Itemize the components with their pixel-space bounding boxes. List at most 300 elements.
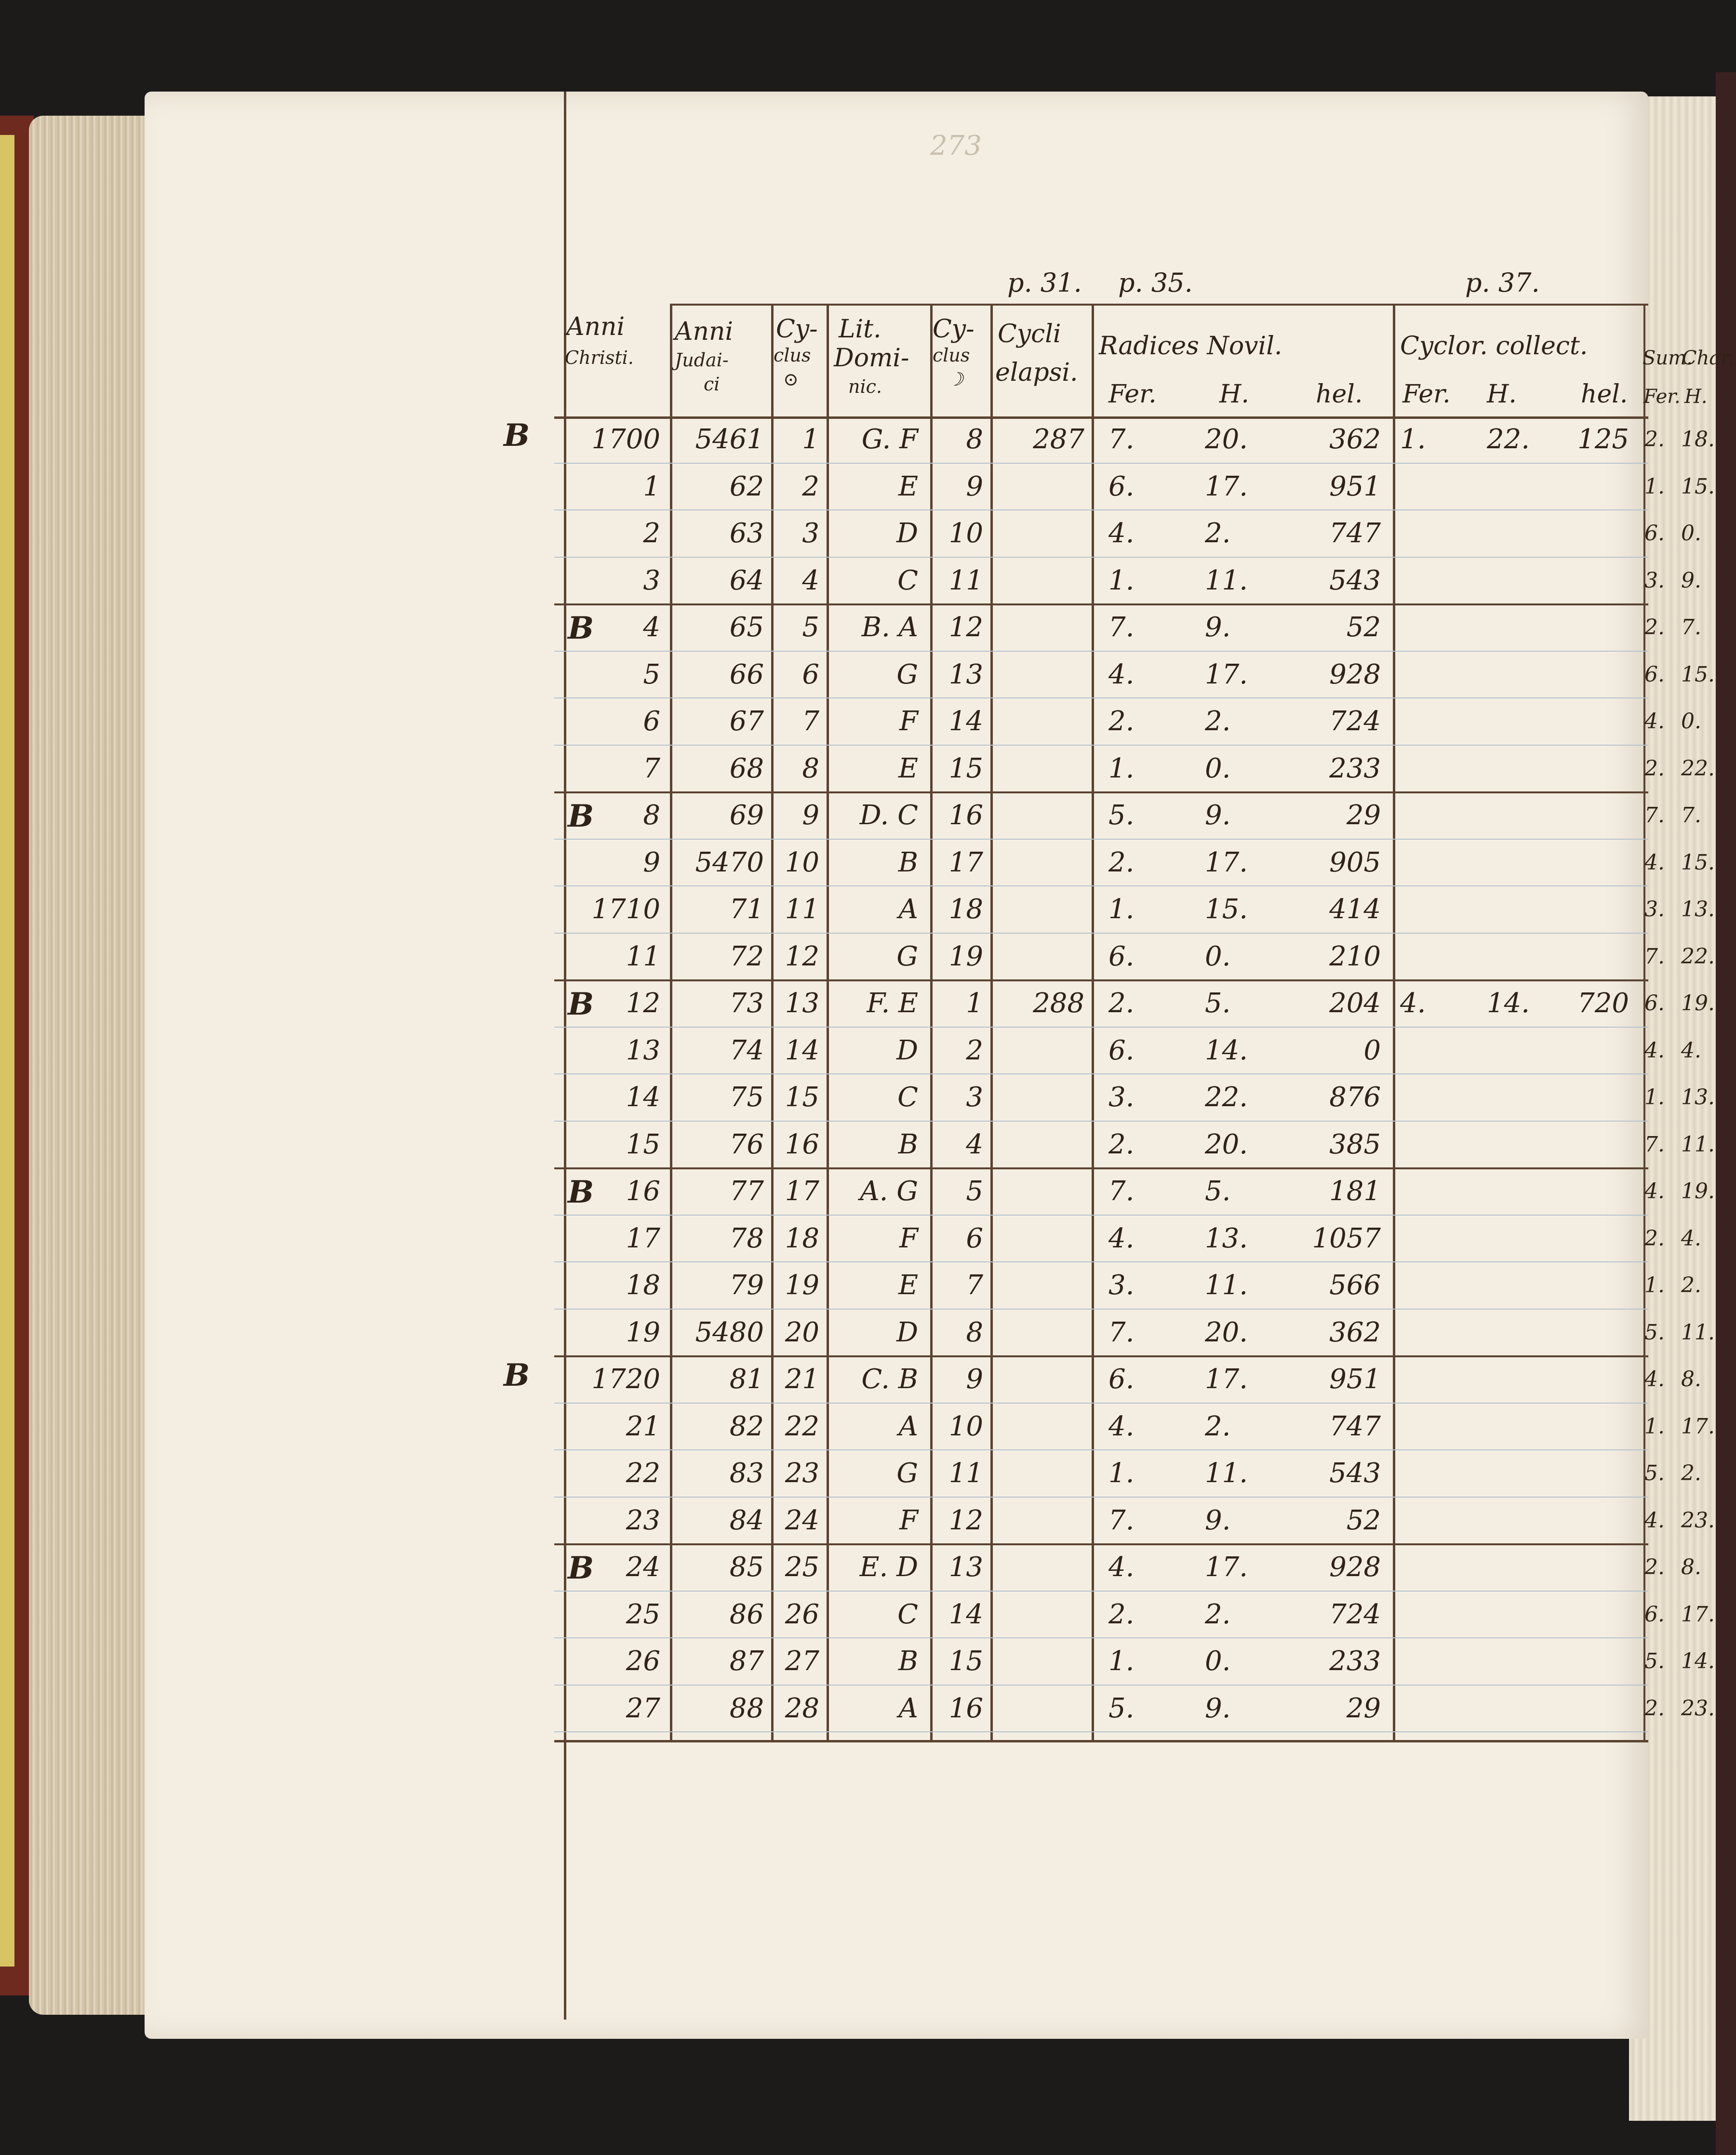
cell-anni-judaici: 78 xyxy=(729,1222,764,1254)
cell-radices-h: 20. xyxy=(1205,1316,1248,1348)
cell-cyclor-h: 14. xyxy=(1487,988,1530,1019)
cell-anni-judaici: 75 xyxy=(729,1082,764,1113)
cell-partial-fer: 5. xyxy=(1644,1461,1665,1486)
cell-cyclus-lunae: 9 xyxy=(966,1364,983,1395)
cell-radices-hel: 951 xyxy=(1329,470,1381,502)
cell-radices-fer: 2. xyxy=(1108,1598,1135,1630)
cell-radices-h: 9. xyxy=(1205,612,1231,643)
cell-anni-judaici: 86 xyxy=(729,1598,764,1630)
cell-radices-hel: 385 xyxy=(1329,1128,1381,1160)
group-rule xyxy=(554,791,1648,793)
cell-anni-christi: 9 xyxy=(643,846,660,878)
cell-anni-judaici: 68 xyxy=(729,752,764,784)
cell-lit-dominic: D xyxy=(896,1034,918,1066)
ruled-line xyxy=(554,745,1648,746)
cell-radices-fer: 6. xyxy=(1108,1034,1135,1066)
cell-lit-dominic: C xyxy=(897,1082,918,1113)
cell-partial-h: 7. xyxy=(1681,615,1701,640)
cell-anni-judaici: 77 xyxy=(729,1176,764,1207)
cell-cyclus-lunae: 12 xyxy=(948,1504,983,1536)
cell-radices-h: 0. xyxy=(1205,940,1231,972)
cell-radices-h: 20. xyxy=(1205,1128,1248,1160)
cell-cyclus-solis: 18 xyxy=(785,1222,819,1254)
ruled-line xyxy=(554,697,1648,698)
cell-cyclus-lunae: 11 xyxy=(948,1458,983,1489)
cell-anni-judaici: 5480 xyxy=(695,1316,764,1348)
cell-radices-hel: 543 xyxy=(1329,564,1381,596)
cell-lit-dominic: B xyxy=(898,1646,918,1677)
cell-cyclus-solis: 8 xyxy=(802,752,819,784)
cell-radices-h: 15. xyxy=(1205,894,1248,925)
cell-lit-dominic: C xyxy=(897,564,918,596)
cell-radices-hel: 414 xyxy=(1329,894,1381,925)
cell-anni-judaici: 64 xyxy=(729,564,764,596)
cell-anni-christi: 18 xyxy=(626,1270,660,1301)
cell-anni-judaici: 76 xyxy=(729,1128,764,1160)
cell-cyclus-solis: 20 xyxy=(785,1316,819,1348)
leap-year-mark: B xyxy=(568,610,594,646)
cell-cyclus-lunae: 8 xyxy=(966,424,983,455)
cell-partial-fer: 1. xyxy=(1644,1273,1665,1298)
header-lit-dominic: nic. xyxy=(848,376,882,397)
ruled-line xyxy=(554,1403,1648,1404)
cell-radices-hel: 747 xyxy=(1329,518,1381,549)
cell-cyclus-lunae: 13 xyxy=(948,1552,983,1583)
page-margin-rule xyxy=(564,92,566,2020)
cell-lit-dominic: B xyxy=(898,846,918,878)
cell-cyclus-solis: 25 xyxy=(785,1552,819,1583)
cell-radices-hel: 1057 xyxy=(1312,1222,1381,1254)
header-cycli-elapsi: Cycli xyxy=(998,320,1061,348)
cell-anni-judaici: 87 xyxy=(729,1646,764,1677)
cell-lit-dominic: G. F xyxy=(861,424,918,455)
cell-lit-dominic: F xyxy=(899,706,918,737)
ruled-line xyxy=(554,1497,1648,1498)
ruled-line xyxy=(554,1215,1648,1216)
cell-partial-h: 8. xyxy=(1681,1555,1701,1579)
cell-partial-h: 22. xyxy=(1681,944,1715,969)
cell-lit-dominic: G xyxy=(896,1458,918,1489)
cell-radices-fer: 2. xyxy=(1108,706,1135,737)
cell-cycli-elapsi: 287 xyxy=(1033,424,1084,455)
cell-partial-fer: 4. xyxy=(1644,850,1665,875)
header-partial-fer: Fer. xyxy=(1643,386,1681,408)
cell-lit-dominic: B xyxy=(898,1128,918,1160)
ref-label-3: p. 37. xyxy=(1465,268,1540,298)
cell-anni-judaici: 63 xyxy=(729,518,764,549)
cell-lit-dominic: F. E xyxy=(867,988,918,1019)
cell-radices-fer: 2. xyxy=(1108,1128,1135,1160)
cell-lit-dominic: E xyxy=(898,470,918,502)
cell-cyclus-lunae: 6 xyxy=(966,1222,983,1254)
cell-cyclus-solis: 1 xyxy=(802,424,819,455)
header-partial-h: H. xyxy=(1684,386,1708,408)
cell-cyclor-h: 22. xyxy=(1487,424,1530,455)
cell-cyclus-lunae: 15 xyxy=(948,752,983,784)
cell-cyclus-solis: 10 xyxy=(785,846,819,878)
cell-partial-h: 15. xyxy=(1681,474,1715,499)
cell-cyclus-lunae: 14 xyxy=(948,1598,983,1630)
cell-cyclor-hel: 720 xyxy=(1577,988,1629,1019)
cell-partial-h: 0. xyxy=(1681,521,1701,546)
cell-radices-hel: 951 xyxy=(1329,1364,1381,1395)
cell-partial-h: 15. xyxy=(1681,850,1715,875)
ruled-line xyxy=(554,1449,1648,1450)
cell-anni-christi: 16 xyxy=(626,1176,660,1207)
cell-radices-hel: 210 xyxy=(1329,940,1381,972)
cell-partial-h: 22. xyxy=(1681,756,1715,781)
header-cyclor-hel: hel. xyxy=(1581,380,1628,409)
header-cyclor-collect: Cyclor. collect. xyxy=(1400,332,1588,361)
column-rule xyxy=(1092,304,1094,1740)
header-cyclus-solis: clus xyxy=(774,345,811,366)
cell-cyclus-lunae: 7 xyxy=(966,1270,983,1301)
cell-anni-christi: 24 xyxy=(626,1552,660,1583)
cell-anni-judaici: 79 xyxy=(729,1270,764,1301)
ruled-line xyxy=(554,509,1648,510)
cell-radices-fer: 6. xyxy=(1108,470,1135,502)
group-rule xyxy=(554,1167,1648,1169)
cell-cyclus-lunae: 10 xyxy=(948,1410,983,1442)
cell-partial-h: 17. xyxy=(1681,1602,1715,1627)
cell-radices-h: 5. xyxy=(1205,988,1231,1019)
cell-radices-fer: 5. xyxy=(1108,800,1135,831)
cell-partial-h: 19. xyxy=(1681,1179,1715,1204)
cell-radices-hel: 724 xyxy=(1329,706,1381,737)
cell-radices-fer: 1. xyxy=(1108,1646,1135,1677)
cell-partial-fer: 1. xyxy=(1644,1414,1665,1439)
cell-cyclus-lunae: 15 xyxy=(948,1646,983,1677)
ref-label-1: p. 31. xyxy=(1007,268,1082,298)
cell-cyclus-solis: 5 xyxy=(802,612,819,643)
cell-radices-h: 17. xyxy=(1205,658,1248,690)
cell-cycli-elapsi: 288 xyxy=(1033,988,1084,1019)
cell-radices-fer: 4. xyxy=(1108,518,1135,549)
cell-cyclor-fer: 1. xyxy=(1400,424,1426,455)
cell-partial-fer: 4. xyxy=(1644,1038,1665,1063)
cell-cyclus-solis: 23 xyxy=(785,1458,819,1489)
cell-partial-fer: 6. xyxy=(1644,1602,1665,1627)
header-radices-hel: hel. xyxy=(1316,380,1363,409)
cell-lit-dominic: B. A xyxy=(861,612,918,643)
book-endpaper xyxy=(0,135,14,1967)
header-anni-judaici: Anni xyxy=(675,317,734,346)
cell-radices-fer: 1. xyxy=(1108,752,1135,784)
cell-radices-hel: 29 xyxy=(1346,1692,1381,1724)
header-cyclus-lunae: ☽ xyxy=(947,369,964,390)
cell-lit-dominic: D xyxy=(896,1316,918,1348)
ref-label-2: p. 35. xyxy=(1118,268,1193,298)
page-number: 273 xyxy=(930,130,982,161)
ruled-line xyxy=(554,1027,1648,1028)
cell-anni-judaici: 83 xyxy=(729,1458,764,1489)
cell-anni-christi: 2 xyxy=(643,518,660,549)
cell-anni-christi: 26 xyxy=(626,1646,660,1677)
cell-cyclus-lunae: 16 xyxy=(948,800,983,831)
margin-leap-mark: B xyxy=(504,417,530,454)
cell-lit-dominic: E xyxy=(898,1270,918,1301)
group-rule xyxy=(554,603,1648,605)
ruled-line xyxy=(554,1073,1648,1074)
cell-radices-fer: 7. xyxy=(1108,424,1135,455)
cell-partial-fer: 6. xyxy=(1644,662,1665,687)
cell-partial-fer: 6. xyxy=(1644,521,1665,546)
cell-anni-judaici: 65 xyxy=(729,612,764,643)
column-rule xyxy=(1393,304,1395,1740)
cell-cyclus-lunae: 8 xyxy=(966,1316,983,1348)
cell-anni-judaici: 73 xyxy=(729,988,764,1019)
ruled-line xyxy=(554,1591,1648,1592)
cell-partial-h: 9. xyxy=(1681,568,1701,593)
cell-cyclor-hel: 125 xyxy=(1577,424,1629,455)
cell-cyclus-lunae: 17 xyxy=(948,846,983,878)
cell-lit-dominic: D xyxy=(896,518,918,549)
cell-radices-fer: 6. xyxy=(1108,1364,1135,1395)
cell-radices-hel: 362 xyxy=(1329,424,1381,455)
cell-radices-h: 14. xyxy=(1205,1034,1248,1066)
cell-radices-h: 22. xyxy=(1205,1082,1248,1113)
cell-partial-h: 13. xyxy=(1681,897,1715,922)
cell-anni-judaici: 66 xyxy=(729,658,764,690)
cell-anni-christi: 1700 xyxy=(591,424,660,455)
cell-anni-christi: 27 xyxy=(626,1692,660,1724)
leap-year-mark: B xyxy=(568,798,594,834)
cell-anni-christi: 5 xyxy=(643,658,660,690)
cell-radices-fer: 2. xyxy=(1108,988,1135,1019)
cell-anni-christi: 14 xyxy=(626,1082,660,1113)
cell-radices-hel: 181 xyxy=(1329,1176,1381,1207)
cell-radices-hel: 29 xyxy=(1346,800,1381,831)
cell-partial-fer: 3. xyxy=(1644,568,1665,593)
cell-cyclus-lunae: 2 xyxy=(966,1034,983,1066)
cell-partial-fer: 7. xyxy=(1644,1132,1665,1157)
cell-radices-h: 2. xyxy=(1205,1410,1231,1442)
table-bottom-rule xyxy=(554,1740,1648,1742)
cell-cyclus-solis: 4 xyxy=(802,564,819,596)
cell-cyclus-solis: 24 xyxy=(785,1504,819,1536)
cell-partial-fer: 1. xyxy=(1644,1085,1665,1110)
header-partial-sum: Sum. xyxy=(1643,347,1693,369)
ruled-line xyxy=(554,1637,1648,1638)
header-top-rule xyxy=(670,304,1648,306)
cell-cyclus-lunae: 11 xyxy=(948,564,983,596)
column-rule xyxy=(670,304,672,1740)
header-lit-dominic: Lit. xyxy=(839,315,881,344)
cell-lit-dominic: E. D xyxy=(859,1552,918,1583)
cell-radices-fer: 6. xyxy=(1108,940,1135,972)
cell-radices-hel: 747 xyxy=(1329,1410,1381,1442)
cell-cyclus-solis: 28 xyxy=(785,1692,819,1724)
cell-radices-fer: 4. xyxy=(1108,1552,1135,1583)
ruled-line xyxy=(554,1685,1648,1686)
cell-radices-fer: 7. xyxy=(1108,612,1135,643)
cell-cyclus-solis: 17 xyxy=(785,1176,819,1207)
cell-partial-h: 2. xyxy=(1681,1461,1701,1486)
cell-anni-judaici: 85 xyxy=(729,1552,764,1583)
cell-cyclus-lunae: 19 xyxy=(948,940,983,972)
cell-radices-hel: 928 xyxy=(1329,658,1381,690)
cell-cyclus-solis: 9 xyxy=(802,800,819,831)
cell-anni-judaici: 62 xyxy=(729,470,764,502)
header-radices-fer: Fer. xyxy=(1108,380,1157,409)
cell-anni-judaici: 72 xyxy=(729,940,764,972)
cell-anni-judaici: 88 xyxy=(729,1692,764,1724)
cell-partial-fer: 7. xyxy=(1644,803,1665,828)
cell-partial-fer: 1. xyxy=(1644,474,1665,499)
cell-anni-christi: 1720 xyxy=(591,1364,660,1395)
cell-radices-fer: 4. xyxy=(1108,658,1135,690)
cell-radices-fer: 4. xyxy=(1108,1410,1135,1442)
cell-anni-judaici: 5461 xyxy=(695,424,764,455)
cell-lit-dominic: A. G xyxy=(860,1176,918,1207)
cell-partial-h: 23. xyxy=(1681,1696,1715,1721)
cell-cyclus-lunae: 5 xyxy=(966,1176,983,1207)
ruled-line xyxy=(554,1261,1648,1262)
cell-cyclus-solis: 6 xyxy=(802,658,819,690)
cell-partial-h: 2. xyxy=(1681,1273,1701,1298)
cell-radices-fer: 1. xyxy=(1108,1458,1135,1489)
cell-radices-hel: 876 xyxy=(1329,1082,1381,1113)
cell-partial-h: 14. xyxy=(1681,1649,1715,1673)
header-cyclus-solis: Cy- xyxy=(776,315,818,344)
cell-anni-christi: 1 xyxy=(643,470,660,502)
cell-cyclor-fer: 4. xyxy=(1400,988,1426,1019)
cell-anni-judaici: 69 xyxy=(729,800,764,831)
cell-cyclus-lunae: 14 xyxy=(948,706,983,737)
cell-partial-fer: 2. xyxy=(1644,615,1665,640)
header-cyclor-fer: Fer. xyxy=(1402,380,1451,409)
header-cyclus-lunae: clus xyxy=(933,345,970,366)
cell-radices-hel: 362 xyxy=(1329,1316,1381,1348)
ruled-line xyxy=(554,1309,1648,1310)
cell-radices-fer: 1. xyxy=(1108,564,1135,596)
cell-anni-christi: 22 xyxy=(626,1458,660,1489)
cell-partial-h: 8. xyxy=(1681,1367,1701,1392)
cell-radices-fer: 3. xyxy=(1108,1270,1135,1301)
cell-anni-christi: 8 xyxy=(643,800,660,831)
cell-partial-fer: 2. xyxy=(1644,1555,1665,1579)
cell-cyclus-solis: 2 xyxy=(802,470,819,502)
cell-partial-fer: 6. xyxy=(1644,991,1665,1016)
cell-radices-hel: 543 xyxy=(1329,1458,1381,1489)
cell-anni-judaici: 71 xyxy=(729,894,764,925)
cell-lit-dominic: A xyxy=(898,1692,918,1724)
header-anni-judaici: ci xyxy=(704,374,720,395)
cell-radices-hel: 905 xyxy=(1329,846,1381,878)
cell-partial-h: 17. xyxy=(1681,1414,1715,1439)
cell-partial-h: 13. xyxy=(1681,1085,1715,1110)
cell-anni-christi: 15 xyxy=(626,1128,660,1160)
cell-radices-fer: 7. xyxy=(1108,1176,1135,1207)
cell-partial-h: 19. xyxy=(1681,991,1715,1016)
cell-radices-h: 0. xyxy=(1205,752,1231,784)
cell-partial-fer: 4. xyxy=(1644,709,1665,734)
cell-cyclus-lunae: 16 xyxy=(948,1692,983,1724)
ruled-line xyxy=(554,463,1648,464)
cell-radices-fer: 4. xyxy=(1108,1222,1135,1254)
cell-cyclus-lunae: 4 xyxy=(966,1128,983,1160)
header-partial-char: Char. xyxy=(1682,347,1734,369)
cell-lit-dominic: C. B xyxy=(861,1364,918,1395)
cell-partial-h: 18. xyxy=(1681,427,1715,452)
cell-partial-fer: 5. xyxy=(1644,1649,1665,1673)
cell-radices-h: 9. xyxy=(1205,1692,1231,1724)
cell-radices-hel: 724 xyxy=(1329,1598,1381,1630)
cell-anni-christi: 17 xyxy=(626,1222,660,1254)
cell-anni-judaici: 74 xyxy=(729,1034,764,1066)
cell-partial-fer: 2. xyxy=(1644,756,1665,781)
leap-year-mark: B xyxy=(568,1174,594,1210)
cell-cyclus-lunae: 18 xyxy=(948,894,983,925)
cell-radices-fer: 7. xyxy=(1108,1316,1135,1348)
leap-year-mark: B xyxy=(568,986,594,1022)
cell-radices-h: 9. xyxy=(1205,1504,1231,1536)
cell-anni-judaici: 84 xyxy=(729,1504,764,1536)
cell-partial-h: 4. xyxy=(1681,1038,1701,1063)
book-cover-right xyxy=(1716,72,1736,2155)
leap-year-mark: B xyxy=(568,1550,594,1586)
ruled-line xyxy=(554,1121,1648,1122)
cell-radices-h: 13. xyxy=(1205,1222,1248,1254)
cell-lit-dominic: A xyxy=(898,894,918,925)
cell-cyclus-solis: 26 xyxy=(785,1598,819,1630)
cell-anni-christi: 23 xyxy=(626,1504,660,1536)
cell-cyclus-lunae: 10 xyxy=(948,518,983,549)
cell-anni-christi: 4 xyxy=(643,612,660,643)
header-anni-judaici: Judai- xyxy=(675,349,729,371)
ruled-line xyxy=(554,885,1648,886)
cell-radices-fer: 5. xyxy=(1108,1692,1135,1724)
cell-radices-hel: 52 xyxy=(1346,612,1381,643)
cell-anni-christi: 21 xyxy=(626,1410,660,1442)
cell-radices-hel: 566 xyxy=(1329,1270,1381,1301)
cell-anni-judaici: 67 xyxy=(729,706,764,737)
group-rule xyxy=(554,979,1648,981)
cell-anni-judaici: 82 xyxy=(729,1410,764,1442)
cell-anni-christi: 6 xyxy=(643,706,660,737)
cell-partial-fer: 5. xyxy=(1644,1320,1665,1345)
cell-radices-hel: 52 xyxy=(1346,1504,1381,1536)
cell-radices-h: 17. xyxy=(1205,1552,1248,1583)
cell-cyclus-lunae: 12 xyxy=(948,612,983,643)
cell-radices-hel: 928 xyxy=(1329,1552,1381,1583)
cell-anni-christi: 12 xyxy=(626,988,660,1019)
cell-radices-h: 11. xyxy=(1205,1270,1248,1301)
cell-radices-h: 9. xyxy=(1205,800,1231,831)
cell-anni-christi: 25 xyxy=(626,1598,660,1630)
header-anni-christi: Christi. xyxy=(565,347,634,368)
cell-anni-judaici: 5470 xyxy=(695,846,764,878)
cell-cyclus-solis: 13 xyxy=(785,988,819,1019)
cell-radices-h: 17. xyxy=(1205,1364,1248,1395)
cell-radices-hel: 204 xyxy=(1329,988,1381,1019)
cell-radices-h: 0. xyxy=(1205,1646,1231,1677)
cell-partial-fer: 4. xyxy=(1644,1367,1665,1392)
cell-radices-fer: 2. xyxy=(1108,846,1135,878)
cell-radices-fer: 1. xyxy=(1108,894,1135,925)
cell-lit-dominic: A xyxy=(898,1410,918,1442)
cell-anni-christi: 19 xyxy=(626,1316,660,1348)
cell-cyclus-solis: 14 xyxy=(785,1034,819,1066)
cell-cyclus-solis: 7 xyxy=(802,706,819,737)
cell-radices-h: 20. xyxy=(1205,424,1248,455)
cell-cyclus-solis: 11 xyxy=(785,894,819,925)
cell-cyclus-lunae: 9 xyxy=(966,470,983,502)
cell-partial-h: 0. xyxy=(1681,709,1701,734)
cell-anni-christi: 13 xyxy=(626,1034,660,1066)
column-rule xyxy=(771,304,774,1740)
cell-radices-h: 2. xyxy=(1205,518,1231,549)
